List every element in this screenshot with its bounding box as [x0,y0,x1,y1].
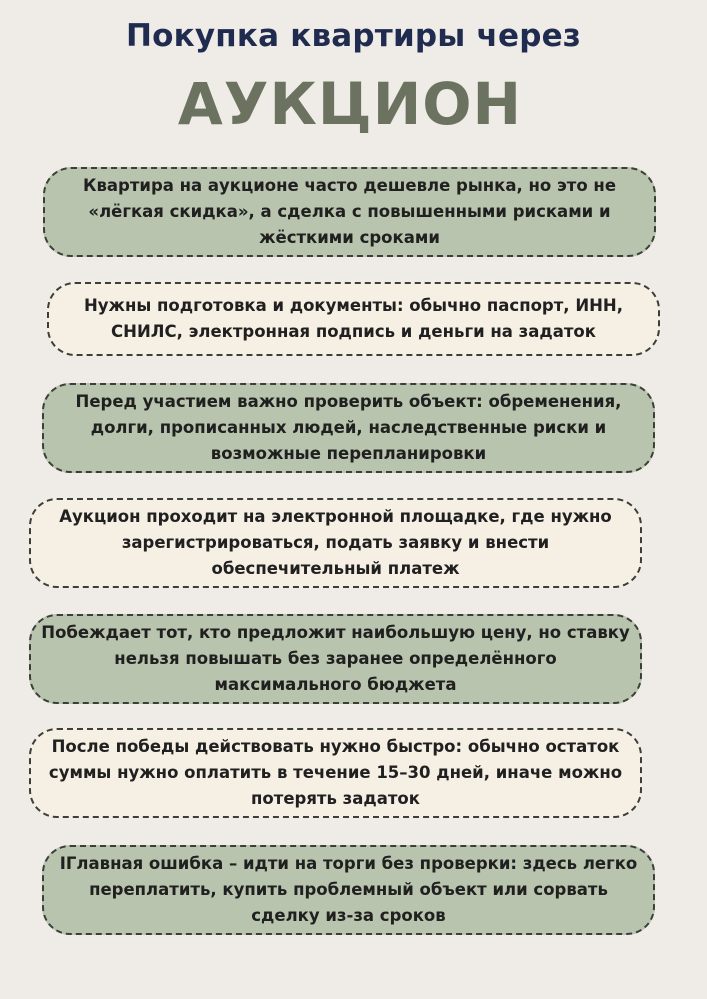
page-title-line2: АУКЦИОН [177,70,523,138]
info-card-2 [47,282,660,356]
info-card-1 [43,167,656,257]
card-line: возможные перепланировки [210,444,487,463]
card-line: СНИЛС, электронная подпись и деньги на задаток [111,322,596,341]
info-card-3 [42,383,655,473]
info-card-1-text [83,173,616,251]
info-card-5 [29,614,642,704]
card-line: После победы действовать нужно быстро: обычно остаток [51,737,620,756]
card-line: Побеждает тот, кто предложит наибольшую цену, но ставку [41,623,630,642]
card-line: сделку из-за сроков [251,906,446,925]
card-line: Аукцион проходит на электронной площадке, где нужно [59,507,612,526]
info-card-4 [29,498,642,588]
card-line: «лёгкая скидка», а сделка с повышенными рисками и [88,202,611,221]
card-line: потерять задаток [251,789,420,808]
info-card-6 [29,728,642,818]
card-line: обеспечительный платеж [211,559,460,578]
card-line: Нужны подготовка и документы: обычно паспорт, ИНН, [83,296,624,315]
info-card-3-text [76,389,622,467]
card-line: ΙГлавная ошибка – идти на торги без проверки: здесь легко [59,854,638,873]
info-card-2-text [84,293,623,345]
card-line: зарегистрироваться, подать заявку и внести [121,533,550,552]
info-card-7 [42,845,655,935]
page-title-line1: Покупка квартиры через [125,18,582,54]
info-card-6-text [49,734,622,812]
info-card-5-text [41,620,629,698]
card-line: переплатить, купить проблемный объект или сорвать [89,880,608,899]
card-line: Квартира на аукционе часто дешевле рынка, но это не [82,176,617,195]
info-card-7-text [60,851,638,929]
card-line: Перед участием важно проверить объект: обременения, [75,392,622,411]
card-line: нельзя повышать без заранее определённого [114,649,557,668]
card-line: максимального бюджета [214,675,457,694]
card-line: долги, прописанных людей, наследственные риски и [90,418,607,437]
card-line: жёсткими сроками [259,228,440,247]
card-line: суммы нужно оплатить в течение 15–30 дней, иначе можно [48,763,623,782]
info-card-4-text [59,504,612,582]
